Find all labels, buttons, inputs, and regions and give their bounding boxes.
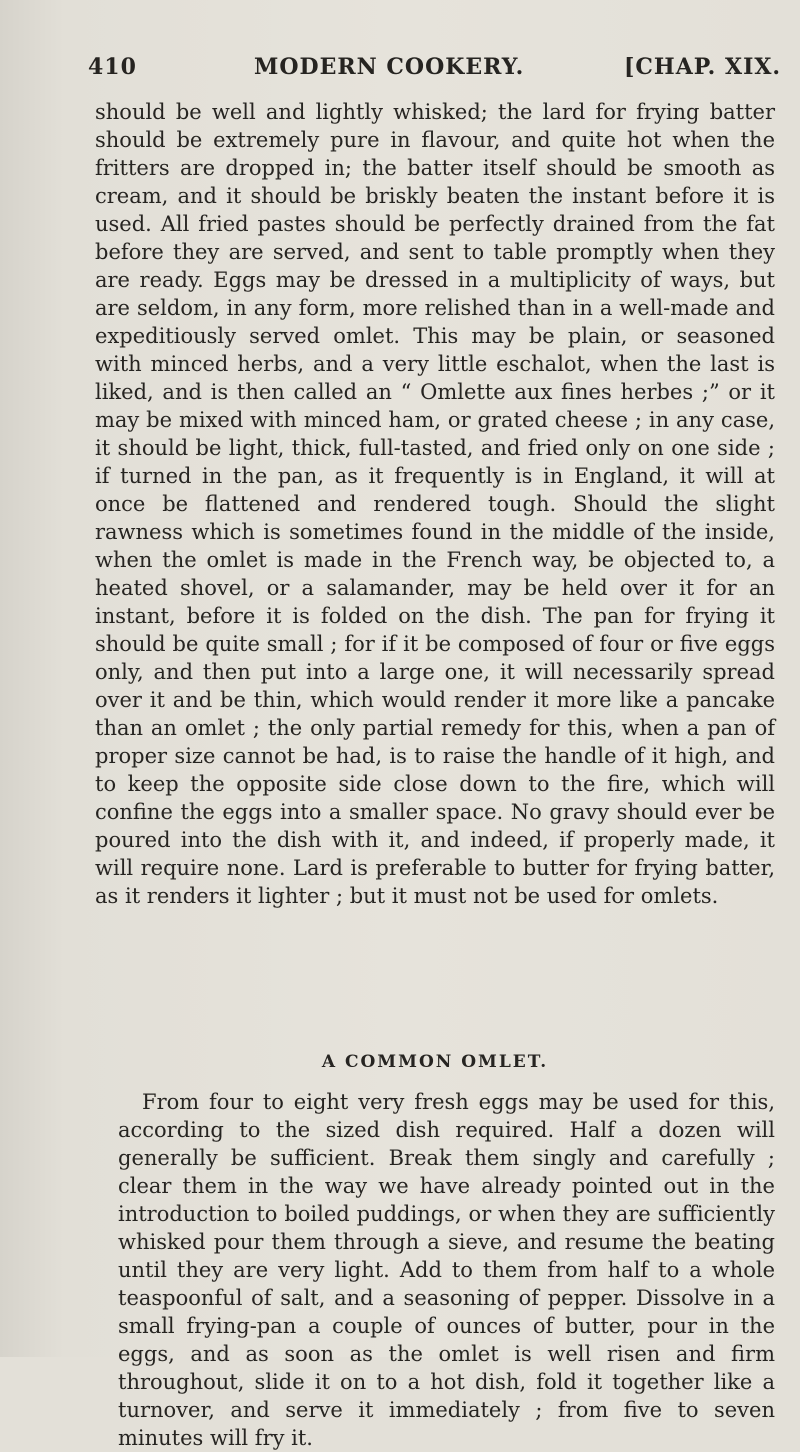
margin-pencil-marks: [10, 108, 90, 1048]
recipe-text: [118, 1088, 775, 1452]
body-paragraph: should be well and lightly whisked; the lard for frying batter should be extremely pure in flavour, and quite hot when the fritters are dropped in; the batter itself should be smooth as cream, and it should be briskly beaten the instant before it is used. All fried pastes should be perfectly drained from the fat before they are served, and sent to table promptly when they are ready. Eggs may be dressed in a multiplicity of ways, but are seldom, in any form, more relished than in a well-made and expeditiously served omlet. This may be plain, or seasoned with minced herbs, and a very little eschalot, when the last is liked, and is then called an “ Omlette aux fines herbes ;” or it may be mixed with minced ham, or grated cheese ; in any case, it should be light, thick, full-tasted, and fried only on one side ; if turned in the pan, as it frequently is in England, it will at once be flattened and rendered tough. Should the slight rawness which is sometimes found in the middle of the inside, when the omlet is made in the French way, be objected to, a heated shovel, or a salamander, may be held over it for an instant, before it is folded on the dish. The pan for frying it should be quite small ; for if it be composed of four or five eggs only, and then put into a large one, it will necessarily spread over it and be thin, which would render it more like a pancake than an omlet ; the only partial remedy for this, when a pan of proper size cannot be had, is to raise the handle of it high, and to keep the opposite side close down to the fire, which will confine the eggs into a smaller space. No gravy should ever be poured into the dish with it, and indeed, if properly made, it will require none. Lard is preferable to butter for frying batter, as it renders it lighter ; but it must not be used for omlets.: [95, 100, 775, 908]
chapter-label: [CHAP. XIX.: [624, 54, 782, 80]
running-head: [88, 54, 782, 94]
recipe-paragraph: From four to eight very fresh eggs may be used for this, according to the sized dish required. Half a dozen will generally be sufficient. Break them singly and carefully ; clear them in the way we have already pointed out in the introduction to boiled puddings, or when they are sufficiently whisked pour them through a sieve, and resume the beating until they are very light. Add to them from half to a whole teaspoonful of salt, and a seasoning of pepper. Dissolve in a small frying-pan a couple of ounces of butter, pour in the eggs, and as soon as the omlet is well risen and firm throughout, slide it on to a hot dish, fold it together like a turnover, and serve it immediately ; from five to seven minutes will fry it.: [118, 1090, 775, 1450]
body-text: [95, 98, 775, 910]
page-number: 410: [88, 54, 137, 80]
recipe-title: A COMMON OMLET.: [321, 1052, 549, 1072]
book-title: MODERN COOKERY.: [254, 54, 525, 80]
